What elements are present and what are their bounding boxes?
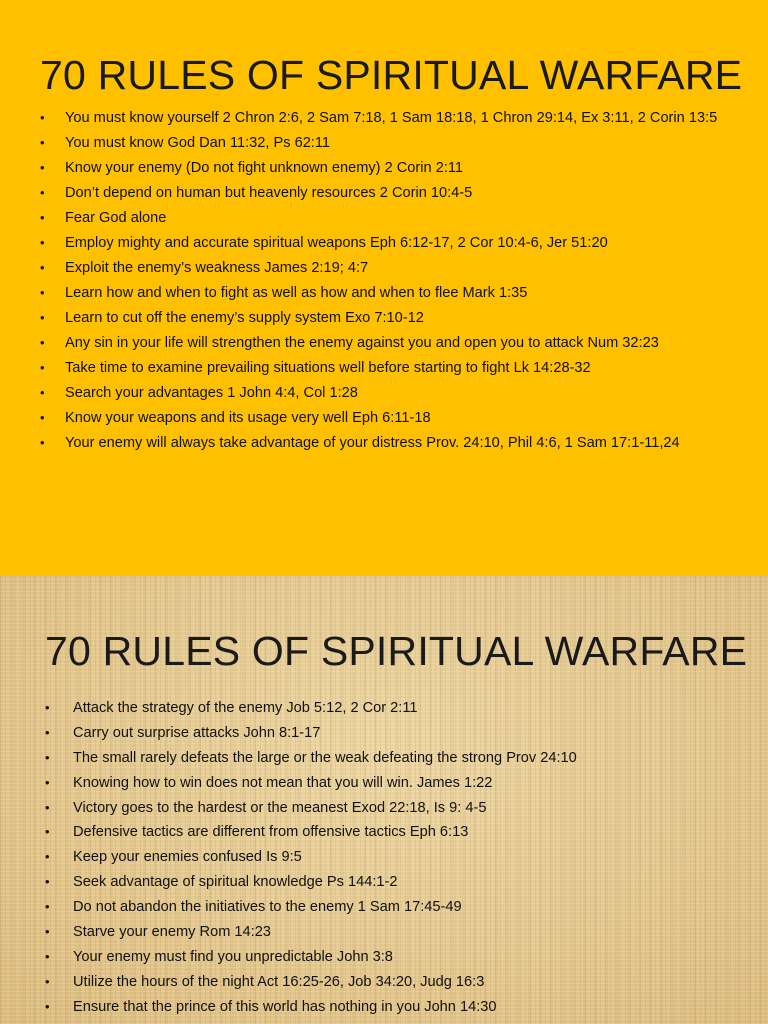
bullet-icon: • [40,435,45,450]
list-item [45,921,728,943]
rule-text: Fear God alone [65,210,167,226]
bullet-icon: • [45,924,50,940]
bullet-icon: • [40,185,45,200]
bullet-icon: • [45,973,50,989]
bullet-icon: • [45,749,50,765]
bullet-icon: • [45,998,50,1014]
list-item [40,307,728,329]
rule-text: Do not abandon the initiatives to the enemy 1 Sam 17:45-49 [73,899,462,916]
list-item [40,282,728,304]
list-item [40,107,728,129]
rule-text: Carry out surprise attacks John 8:1-17 [73,724,321,741]
list-item [45,747,728,769]
rule-text: Seek advantage of spiritual knowledge Ps 144:1-2 [73,874,398,891]
list-item [40,407,728,429]
rule-text: You must know yourself 2 Chron 2:6, 2 Sam 7:18, 1 Sam 18:18, 1 Chron 29:14, Ex 3:11, 2 Corin 13:5 [65,110,718,126]
bullet-icon: • [40,410,45,425]
rule-text: The small rarely defeats the large or the weak defeating the strong Prov 24:10 [73,749,577,766]
rule-text: Knowing how to win does not mean that you will win. James 1:22 [73,774,493,791]
bullet-icon: • [45,899,50,915]
list-item [40,357,728,379]
rule-text: Any sin in your life will strengthen the enemy against you and open you to attack Num 32:23 [65,335,659,351]
list-item [40,257,728,279]
bullet-icon: • [40,310,45,325]
rules-list [45,697,728,1018]
bullet-icon: • [45,799,50,815]
bullet-icon: • [45,948,50,964]
rule-text: Don’t depend on human but heavenly resources 2 Corin 10:4-5 [65,185,473,201]
list-item [40,157,728,179]
list-item [45,722,728,744]
bullet-icon: • [40,235,45,250]
list-item [45,697,728,719]
list-item [45,772,728,794]
bullet-icon: • [40,160,45,175]
rule-text: Exploit the enemy’s weakness James 2:19; 4:7 [65,260,369,276]
bullet-icon: • [40,385,45,400]
slide-2 [0,576,768,1024]
rule-text: Your enemy will always take advantage of your distress Prov. 24:10, Phil 4:6, 1 Sam 17:1-11,24 [65,435,680,451]
rule-text: Take time to examine prevailing situations well before starting to fight Lk 14:28-32 [65,360,591,376]
rules-list [40,107,728,454]
rule-text: You must know God Dan 11:32, Ps 62:11 [65,135,331,151]
bullet-icon: • [40,360,45,375]
rule-text: Utilize the hours of the night Act 16:25-26, Job 34:20, Judg 16:3 [73,973,485,990]
rule-text: Attack the strategy of the enemy Job 5:12, 2 Cor 2:11 [73,700,418,716]
slide-title: 70 RULES OF SPIRITUAL WARFARE [45,628,748,674]
list-item [40,132,728,154]
rule-text: Search your advantages 1 John 4:4, Col 1:28 [65,385,358,401]
rule-text: Victory goes to the hardest or the meanest Exod 22:18, Is 9: 4-5 [73,799,487,816]
list-item [40,232,728,254]
rule-text: Learn how and when to fight as well as how and when to flee Mark 1:35 [65,285,528,301]
bullet-icon: • [40,285,45,300]
rule-text: Learn to cut off the enemy’s supply system Exo 7:10-12 [65,310,424,326]
list-item [45,871,728,893]
rule-text: Starve your enemy Rom 14:23 [73,924,271,941]
rule-text: Your enemy must find you unpredictable John 3:8 [73,948,393,965]
list-item [40,207,728,229]
list-item [45,971,728,993]
list-item [45,846,728,868]
list-item [45,821,728,843]
list-item [40,182,728,204]
bullet-icon: • [40,110,45,125]
list-item [45,946,728,968]
list-item [40,432,728,454]
bullet-icon: • [45,874,50,890]
rule-text: Keep your enemies confused Is 9:5 [73,849,302,866]
rule-text: Ensure that the prince of this world has nothing in you John 14:30 [73,998,497,1015]
bullet-icon: • [40,210,45,225]
rule-text: Employ mighty and accurate spiritual weapons Eph 6:12-17, 2 Cor 10:4-6, Jer 51:20 [65,235,608,251]
bullet-icon: • [45,724,50,740]
list-item [40,382,728,404]
rule-text: Know your enemy (Do not fight unknown enemy) 2 Corin 2:11 [65,160,464,176]
bullet-icon: • [40,260,45,275]
bullet-icon: • [40,135,45,150]
slide-title: 70 RULES OF SPIRITUAL WARFARE [40,52,743,98]
list-item [45,996,728,1018]
bullet-icon: • [45,700,50,715]
list-item [45,797,728,819]
bullet-icon: • [40,335,45,350]
list-item [45,896,728,918]
bullet-icon: • [45,774,50,790]
list-item [40,332,728,354]
bullet-icon: • [45,824,50,840]
rule-text: Defensive tactics are different from offensive tactics Eph 6:13 [73,824,469,841]
bullet-icon: • [45,849,50,865]
rule-text: Know your weapons and its usage very well Eph 6:11-18 [65,410,431,426]
